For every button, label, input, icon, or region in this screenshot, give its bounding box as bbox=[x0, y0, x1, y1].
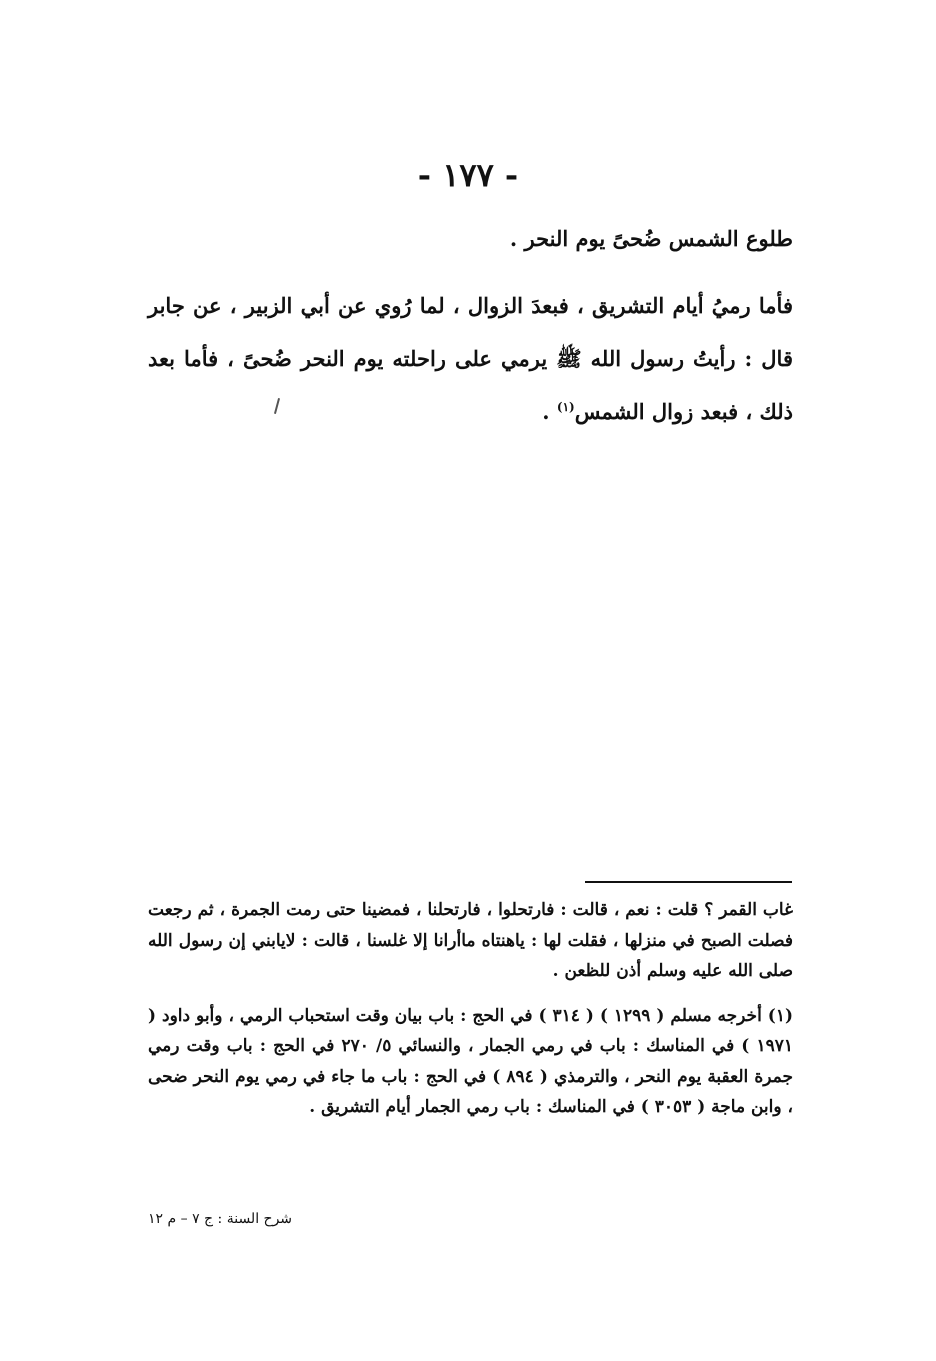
footnote-continued: غاب القمر ؟ قلت : نعم ، قالت : فارتحلوا ، فارتحلنا ، فمضينا حتى رمت الجمرة ، ثم رجعت فصلت الصبح في منزلها ، فقلت لها : ياهنتاه ماأرانا إلا غلسنا ، قالت : لايابني إن رسول الله صلى الله عليه وسلم أذن للظعن . bbox=[148, 900, 793, 981]
footnote-ref-1: (١) bbox=[556, 400, 575, 414]
main-text bbox=[148, 212, 793, 438]
footnotes bbox=[148, 895, 793, 1123]
paragraph-2-end: . bbox=[542, 399, 557, 424]
paragraph-1: طلوع الشمس ضُحىً يوم النحر . bbox=[509, 226, 793, 251]
printer-signature: شرح السنة : ج ٧ – م ١٢ bbox=[148, 1211, 293, 1227]
paragraph-2 bbox=[148, 279, 793, 438]
footnote-separator bbox=[585, 881, 792, 883]
footnote-1: (١) أخرجه مسلم ( ١٢٩٩ ) ( ٣١٤ ) في الحج : باب بيان وقت استحباب الرمي ، وأبو داود ( ١٩٧١ ) في المناسك : باب في رمي الجمار ، والنسائي ٥/ ٢٧٠ في الحج : باب وقت رمي جمرة العقبة يوم النحر ، والترمذي ( ٨٩٤ ) في الحج : باب ما جاء في رمي يوم النحر ضحى ، وابن ماجة ( ٣٠٥٣ ) في المناسك : باب رمي الجمار أيام التشريق . bbox=[148, 1005, 793, 1117]
page-number: - ١٧٧ - bbox=[417, 156, 519, 194]
paragraph-2-text: فأما رميُ أيام التشريق ، فبعدَ الزوال ، لما رُوي عن أبي الزبير ، عن جابر قال : رأيتُ رسول الله ﷺ يرمي على راحلته يوم النحر ضُحىً ، فأما بعد ذلك ، فبعد زوال الشمس bbox=[148, 293, 793, 424]
